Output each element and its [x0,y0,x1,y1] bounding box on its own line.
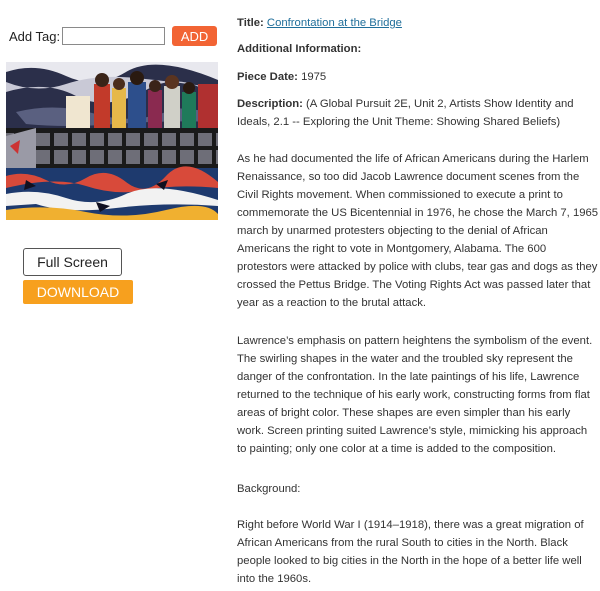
add-tag-row [9,26,217,46]
additional-info-label: Additional Information: [237,43,362,55]
add-tag-button[interactable]: ADD [172,26,217,46]
add-tag-input[interactable] [62,27,165,45]
left-panel [0,0,225,591]
description-value: (A Global Pursuit 2E, Unit 2, Artists Show Identity and Ideals, 2.1 -- Exploring the Unit Theme: Showing Shared Beliefs) [237,98,574,128]
piece-date-label: Piece Date: [237,71,298,83]
additional-info-row [237,40,361,58]
paragraph-background: Right before World War I (1914–1918), there was a great migration of African Americans from the rural South to cities in the North. Black people looked to big cities in the North in the hope of a better life well into the 1960s. [237,519,584,585]
title-link[interactable]: Confrontation at the Bridge [266,17,402,29]
piece-date-row [237,68,326,86]
download-button[interactable]: DOWNLOAD [23,280,133,304]
full-screen-button[interactable]: Full Screen [23,248,122,276]
paragraph-history: As he had documented the life of African Americans during the Harlem Renaissance, so too did Jacob Lawrence document scenes from the Civil Rights movement. When commissioned to execute a print to commemorate the US Bicentennial in 1976, he chose the March 7, 1965 march by unarmed protesters objecting to the denial of African Americans the right to vote in Montgomery, Alabama. The 600 protestors were attacked by police with clubs, tear gas and dogs as they crossed the Pettus Bridge. The Voting Rights Act was passed later that year as a reaction to the brutal attack. [237,153,599,309]
background-heading: Background: [237,483,301,495]
title-row [237,14,402,32]
paragraph-pattern: Lawrence’s emphasis on pattern heightens the symbolism of the event. The swirling shapes in the water and the troubled sky represent the danger of the confrontation. In the late paintings of his life, Lawrence returned to the technique of his early work, constructing forms from flat areas of bright color. These shapes are even simpler than his early work. Screen printing suited Lawrence’s style, mimicking his approach to painting; only one color at a time is added to the composition. [237,335,593,455]
description-label: Description: [237,98,303,110]
description-row [237,95,597,131]
title-label: Title: [237,17,264,29]
piece-date-value: 1975 [301,71,327,83]
artwork-thumbnail[interactable] [6,62,218,220]
add-tag-label: Add Tag: [9,28,61,44]
artwork-image [6,62,218,220]
